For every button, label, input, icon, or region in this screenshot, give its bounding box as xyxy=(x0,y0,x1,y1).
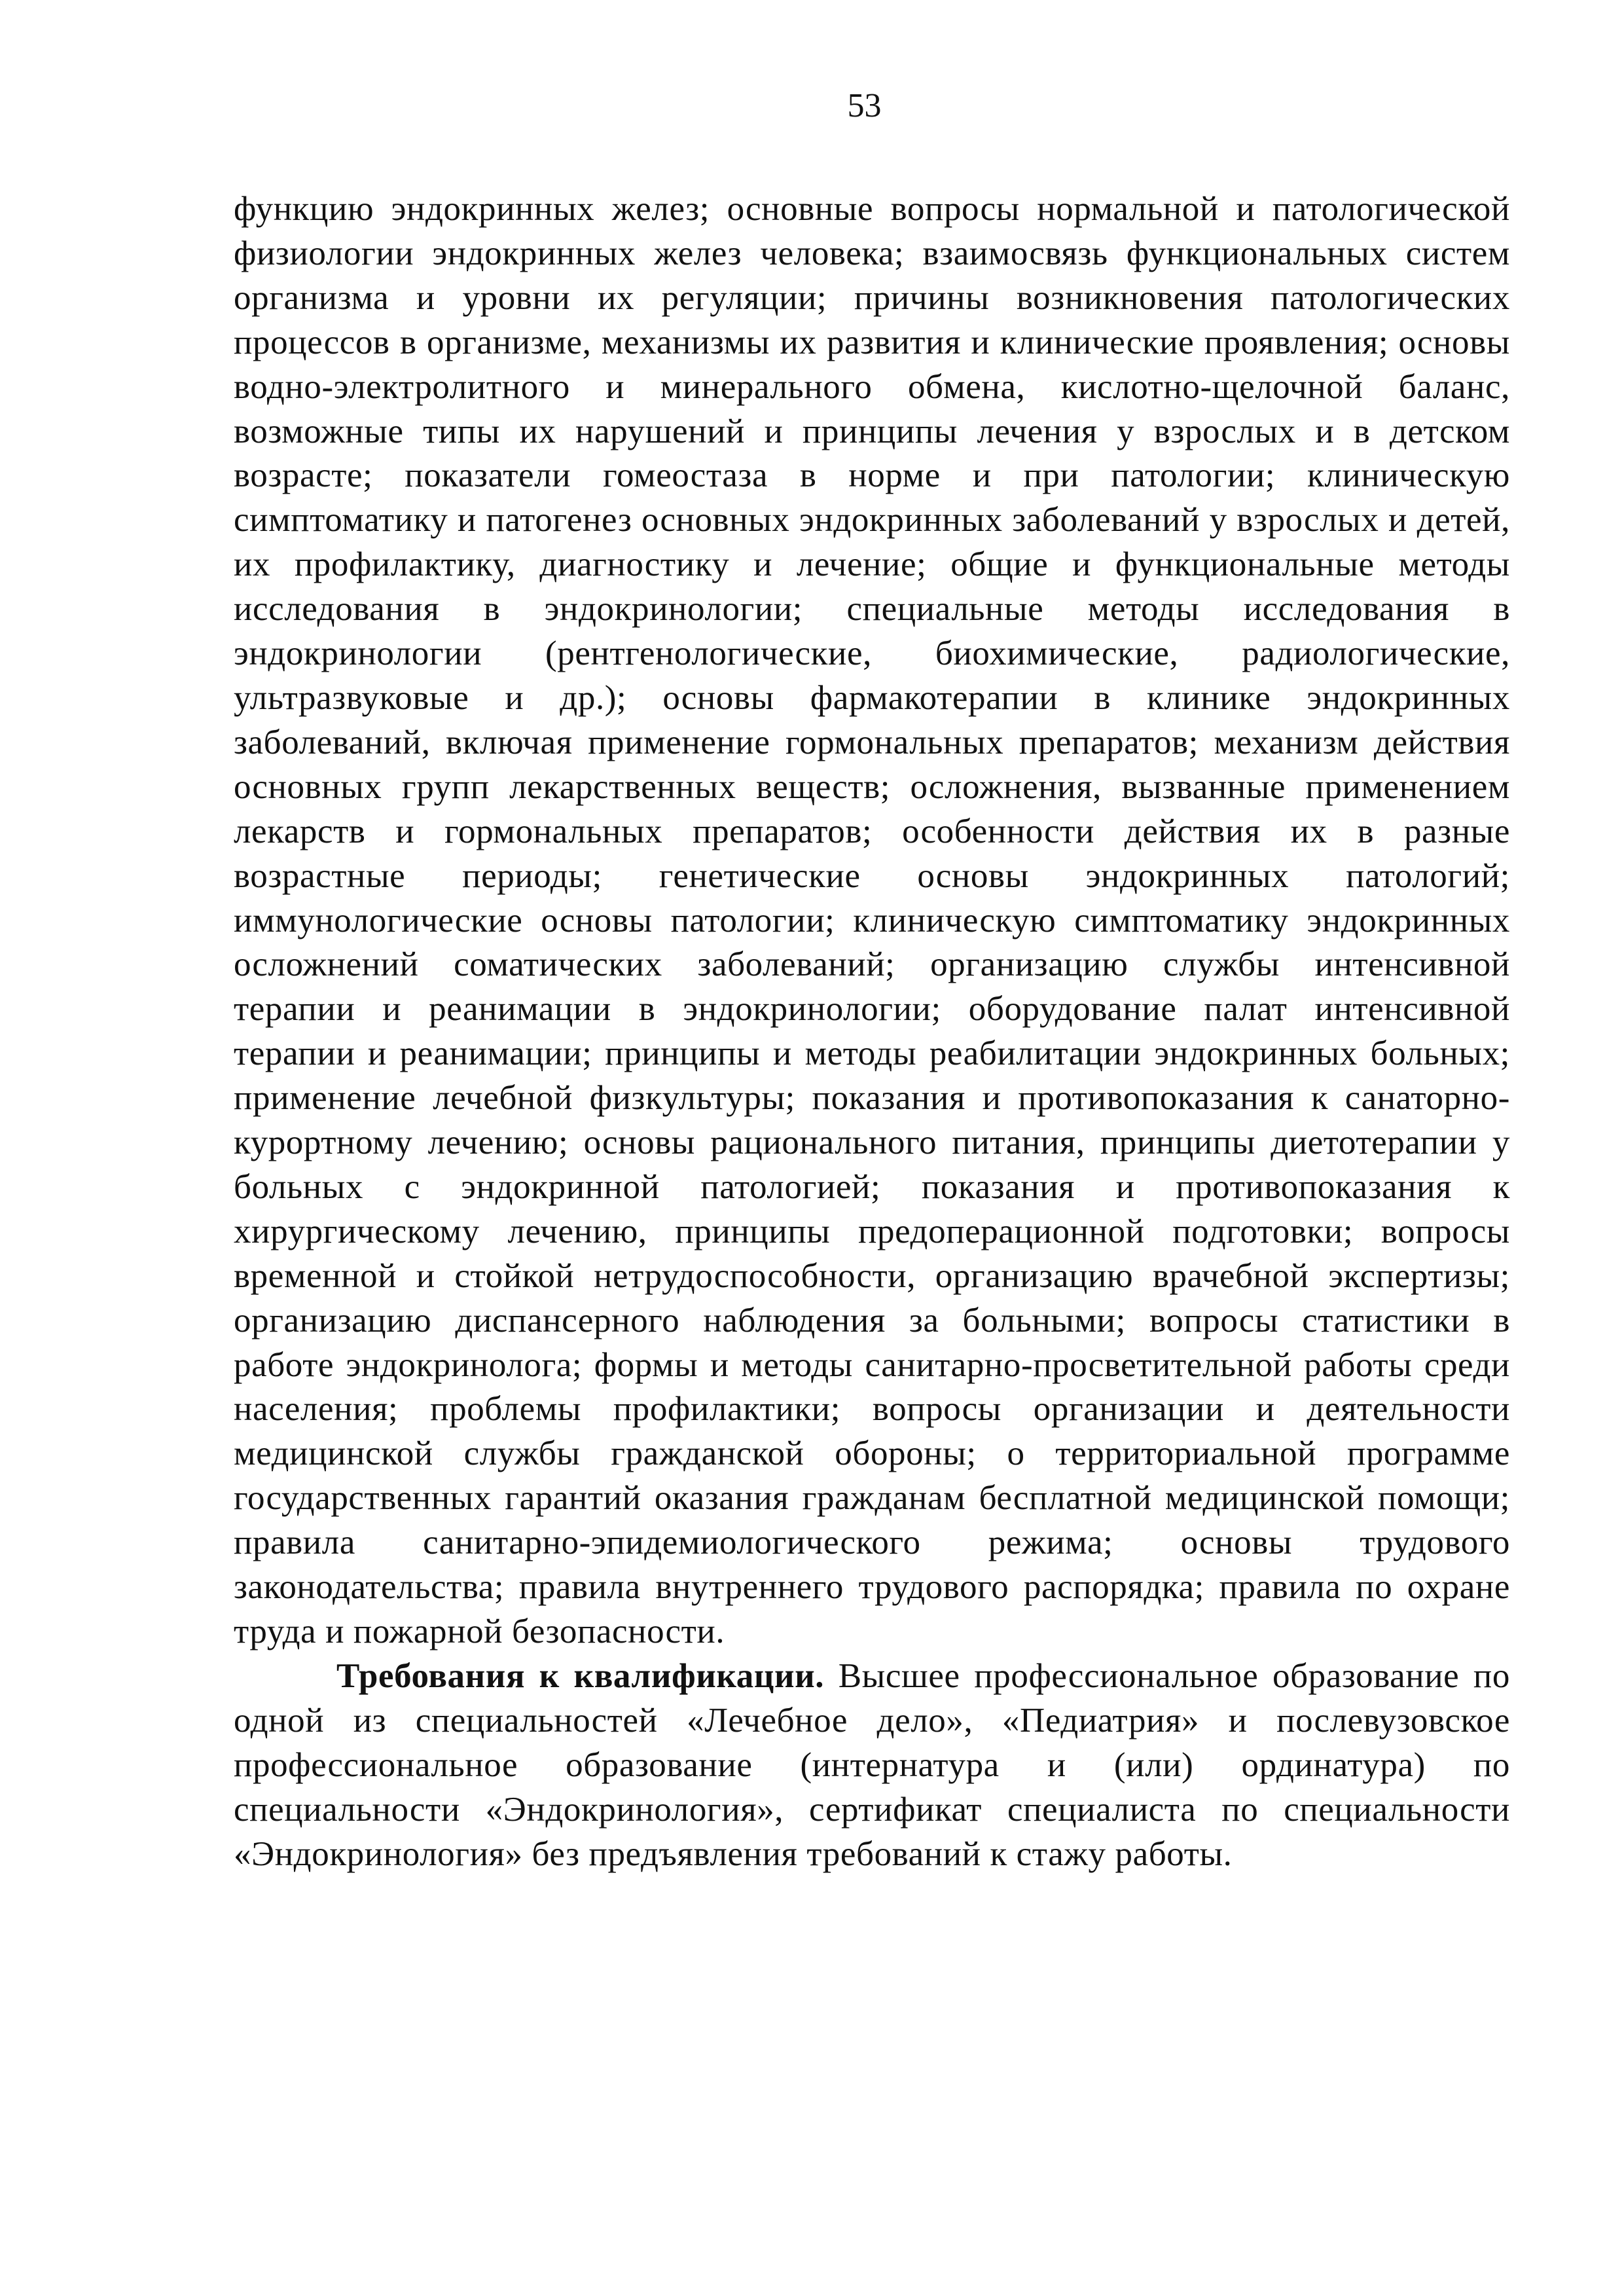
page-number: 53 xyxy=(847,87,882,124)
paragraph-qualification-requirements xyxy=(234,1654,1510,1877)
document-body xyxy=(234,187,1510,1876)
qualification-text: Высшее профессиональное образование по одной из специальностей «Лечебное дело», «Педиатрия» и послевузовское профессиональное образование (интернатура и (или) ординатура) по специальности «Эндокринология», сертификат специалиста по специальности «Эндокринология» без предъявления требований к стажу работы. xyxy=(234,1656,1510,1873)
paragraph-knowledge-list: функцию эндокринных желез; основные вопросы нормальной и патологической физиологии эндокринных желез человека; взаимосвязь функциональных систем организма и уровни их регуляции; причины возникновения патологических процессов в организме, механизмы их развития и клинические проявления; основы водно-электролитного и минерального обмена, кислотно-щелочной баланс, возможные типы их нарушений и принципы лечения у взрослых и в детском возрасте; показатели гомеостаза в норме и при патологии; клиническую симптоматику и патогенез основных эндокринных заболеваний у взрослых и детей, их профилактику, диагностику и лечение; общие и функциональные методы исследования в эндокринологии; специальные методы исследования в эндокринологии (рентгенологические, биохимические, радиологические, ультразвуковые и др.); основы фармакотерапии в клинике эндокринных заболеваний, включая применение гормональных препаратов; механизм действия основных групп лекарственных веществ; осложнения, вызванные применением лекарств и гормональных препаратов; особенности действия их в разные возрастные периоды; генетические основы эндокринных патологий; иммунологические основы патологии; клиническую симптоматику эндокринных осложнений соматических заболеваний; организацию службы интенсивной терапии и реанимации в эндокринологии; оборудование палат интенсивной терапии и реанимации; принципы и методы реабилитации эндокринных больных; применение лечебной физкультуры; показания и противопоказания к санаторно-курортному лечению; основы рационального питания, принципы диетотерапии у больных с эндокринной патологией; показания и противопоказания к хирургическому лечению, принципы предоперационной подготовки; вопросы временной и стойкой нетрудоспособности, организацию врачебной экспертизы; организацию диспансерного наблюдения за больными; вопросы статистики в работе эндокринолога; формы и методы санитарно-просветительной работы среди населения; проблемы профилактики; вопросы организации и деятельности медицинской службы гражданской обороны; о территориальной программе государственных гарантий оказания гражданам бесплатной медицинской помощи; правила санитарно-эпидемиологического режима; основы трудового законодательства; правила внутреннего трудового распорядка; правила по охране труда и пожарной безопасности. xyxy=(234,190,1510,1650)
qualification-heading: Требования к квалификации. xyxy=(336,1656,825,1695)
